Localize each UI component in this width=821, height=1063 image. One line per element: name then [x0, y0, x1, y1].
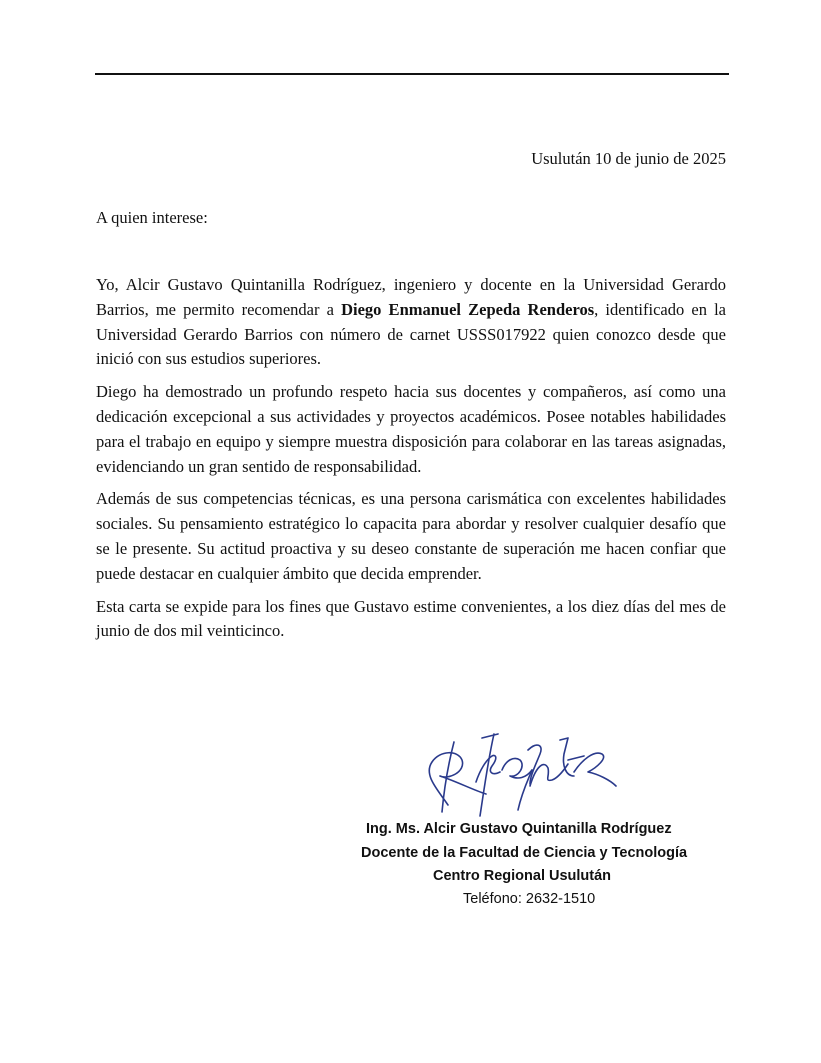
paragraph-2: Diego ha demostrado un profundo respeto hacia sus docentes y compañeros, así como una dedicación excepcional a sus actividades y proyectos académicos. Posee notables habilidades para el trabajo en equipo y siempre muestra disposición para colaborar en las tareas asignadas, evidenciando un gran sentido de responsabilidad. [96, 382, 726, 476]
letter-body [96, 273, 726, 652]
handwritten-signature [418, 720, 628, 820]
signer-phone: Teléfono: 2632-1510 [463, 891, 596, 907]
paragraph-1 [96, 273, 726, 372]
paragraph-3: Además de sus competencias técnicas, es una persona carismática con excelentes habilidades sociales. Su pensamiento estratégico lo capacita para abordar y resolver cualquier desafío que se le presente. Su actitud proactiva y su deseo constante de superación me hacen confiar que puede destacar en cualquier ámbito que decida emprender. [96, 489, 726, 583]
paragraph-1-intro: Yo, Alcir Gustavo Quintanilla Rodríguez, ingeniero y docente en la Universidad Gerardo Barrios, me permito recomendar a [96, 275, 726, 319]
recommended-student-name: Diego Enmanuel Zepeda Renderos [341, 299, 595, 319]
signer-role: Docente de la Facultad de Ciencia y Tecnología [361, 845, 688, 861]
signer-name: Ing. Ms. Alcir Gustavo Quintanilla Rodríguez [366, 821, 672, 837]
paragraph-4: Esta carta se expide para los fines que Gustavo estime convenientes, a los diez días del mes de junio de dos mil veinticinco. [96, 596, 726, 641]
header-rule [95, 73, 729, 75]
signer-center: Centro Regional Usulután [433, 868, 612, 884]
letter-date: Usulután 10 de junio de 2025 [531, 149, 726, 168]
paragraph-1-rest: , identificado en la Universidad Gerardo Barrios con número de carnet USSS017922 quien conozco desde que inició con sus estudios superiores. [96, 299, 726, 369]
letter-greeting: A quien interese: [96, 208, 208, 227]
